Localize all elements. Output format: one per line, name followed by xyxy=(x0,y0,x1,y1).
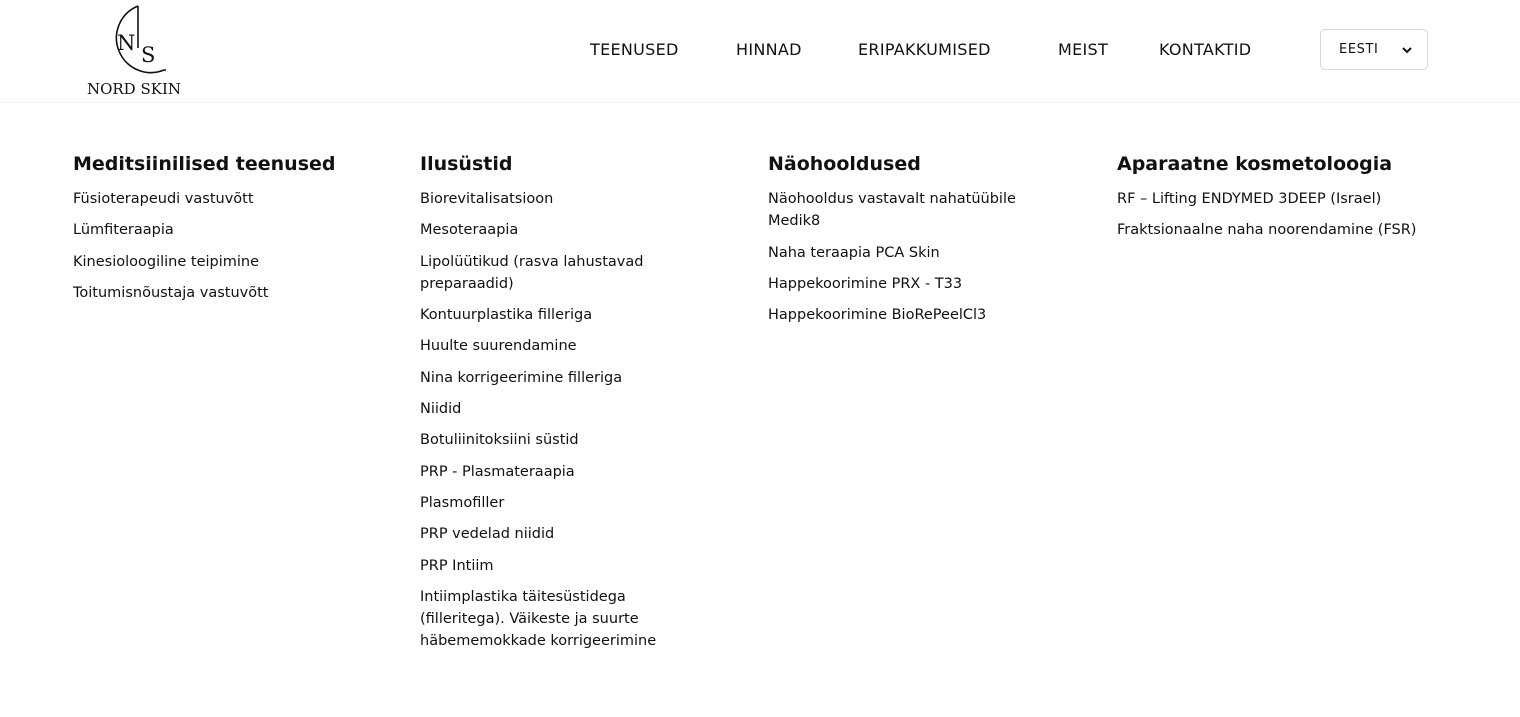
menu-link[interactable]: Näohooldus vastavalt nahatüübile Medik8 xyxy=(768,191,1016,230)
menu-link[interactable]: Happekoorimine PRX - T33 xyxy=(768,275,963,292)
menu-link[interactable]: Toitumisnõustaja vastuvõtt xyxy=(73,284,269,301)
logo-letter-n: N xyxy=(117,31,136,55)
menu-link[interactable]: Plasmofiller xyxy=(420,494,505,511)
menu-link[interactable]: Niidid xyxy=(420,401,462,418)
menu-column-medical xyxy=(73,151,393,313)
menu-link[interactable]: Mesoteraapia xyxy=(420,222,519,239)
menu-link[interactable]: RF – Lifting ENDYMED 3DEEP (Israel) xyxy=(1117,191,1382,207)
menu-link[interactable]: Fraktsionaalne naha noorendamine (FSR) xyxy=(1117,222,1417,239)
menu-link[interactable]: Naha teraapia PCA Skin xyxy=(768,244,940,261)
nav-item-hinnad[interactable]: HINNAD xyxy=(736,40,802,59)
menu-link[interactable]: Biorevitalisatsioon xyxy=(420,191,554,207)
menu-link[interactable]: Intiimplastika täitesüstidega (filleritega). Väikeste ja suurte häbememokkade korrigeerimine xyxy=(420,588,657,650)
logo-monogram-icon xyxy=(94,4,174,76)
menu-link[interactable]: PRP vedelad niidid xyxy=(420,526,555,543)
menu-link[interactable]: PRP - Plasmateraapia xyxy=(420,463,575,480)
menu-link[interactable]: Lipolüütikud (rasva lahustavad preparaadid) xyxy=(420,253,644,292)
menu-column-title: Meditsiinilised teenused xyxy=(73,153,336,175)
menu-link[interactable]: Kinesioloogiline teipimine xyxy=(73,253,260,270)
site-header xyxy=(0,0,1520,103)
menu-list xyxy=(420,188,695,653)
menu-column-title: Näohooldused xyxy=(768,153,921,175)
menu-link[interactable]: Botuliinitoksiini süstid xyxy=(420,432,579,449)
logo[interactable] xyxy=(76,4,192,98)
menu-link[interactable]: Lümfiteraapia xyxy=(73,222,174,239)
menu-list xyxy=(73,188,393,304)
logo-letter-s: S xyxy=(141,43,156,67)
menu-link[interactable]: Happekoorimine BioRePeelCl3 xyxy=(768,307,987,324)
logo-wordmark: NORD SKIN xyxy=(86,80,182,98)
menu-list xyxy=(768,188,1053,326)
menu-link[interactable]: Füsioterapeudi vastuvõtt xyxy=(73,191,254,207)
menu-list xyxy=(1117,188,1417,242)
menu-link[interactable]: PRP Intiim xyxy=(420,557,494,574)
menu-column-title: Aparaatne kosmetoloogia xyxy=(1117,153,1393,175)
language-selected-label: EESTI xyxy=(1339,42,1379,57)
menu-column-device-cosmetology xyxy=(1117,151,1417,251)
menu-column-injections xyxy=(420,151,695,662)
menu-column-title: Ilusüstid xyxy=(420,153,513,175)
nav-item-kontaktid[interactable]: KONTAKTID xyxy=(1159,40,1252,59)
nav-item-eripakkumised[interactable]: ERIPAKKUMISED xyxy=(858,40,991,59)
nav-item-teenused[interactable]: TEENUSED xyxy=(590,40,679,59)
menu-link[interactable]: Kontuurplastika filleriga xyxy=(420,307,593,324)
menu-column-facials xyxy=(768,151,1053,335)
chevron-down-icon xyxy=(1401,44,1413,56)
language-select[interactable] xyxy=(1320,29,1428,70)
menu-link[interactable]: Huulte suurendamine xyxy=(420,338,577,355)
nav-item-meist[interactable]: MEIST xyxy=(1058,40,1109,59)
menu-link[interactable]: Nina korrigeerimine filleriga xyxy=(420,369,623,386)
